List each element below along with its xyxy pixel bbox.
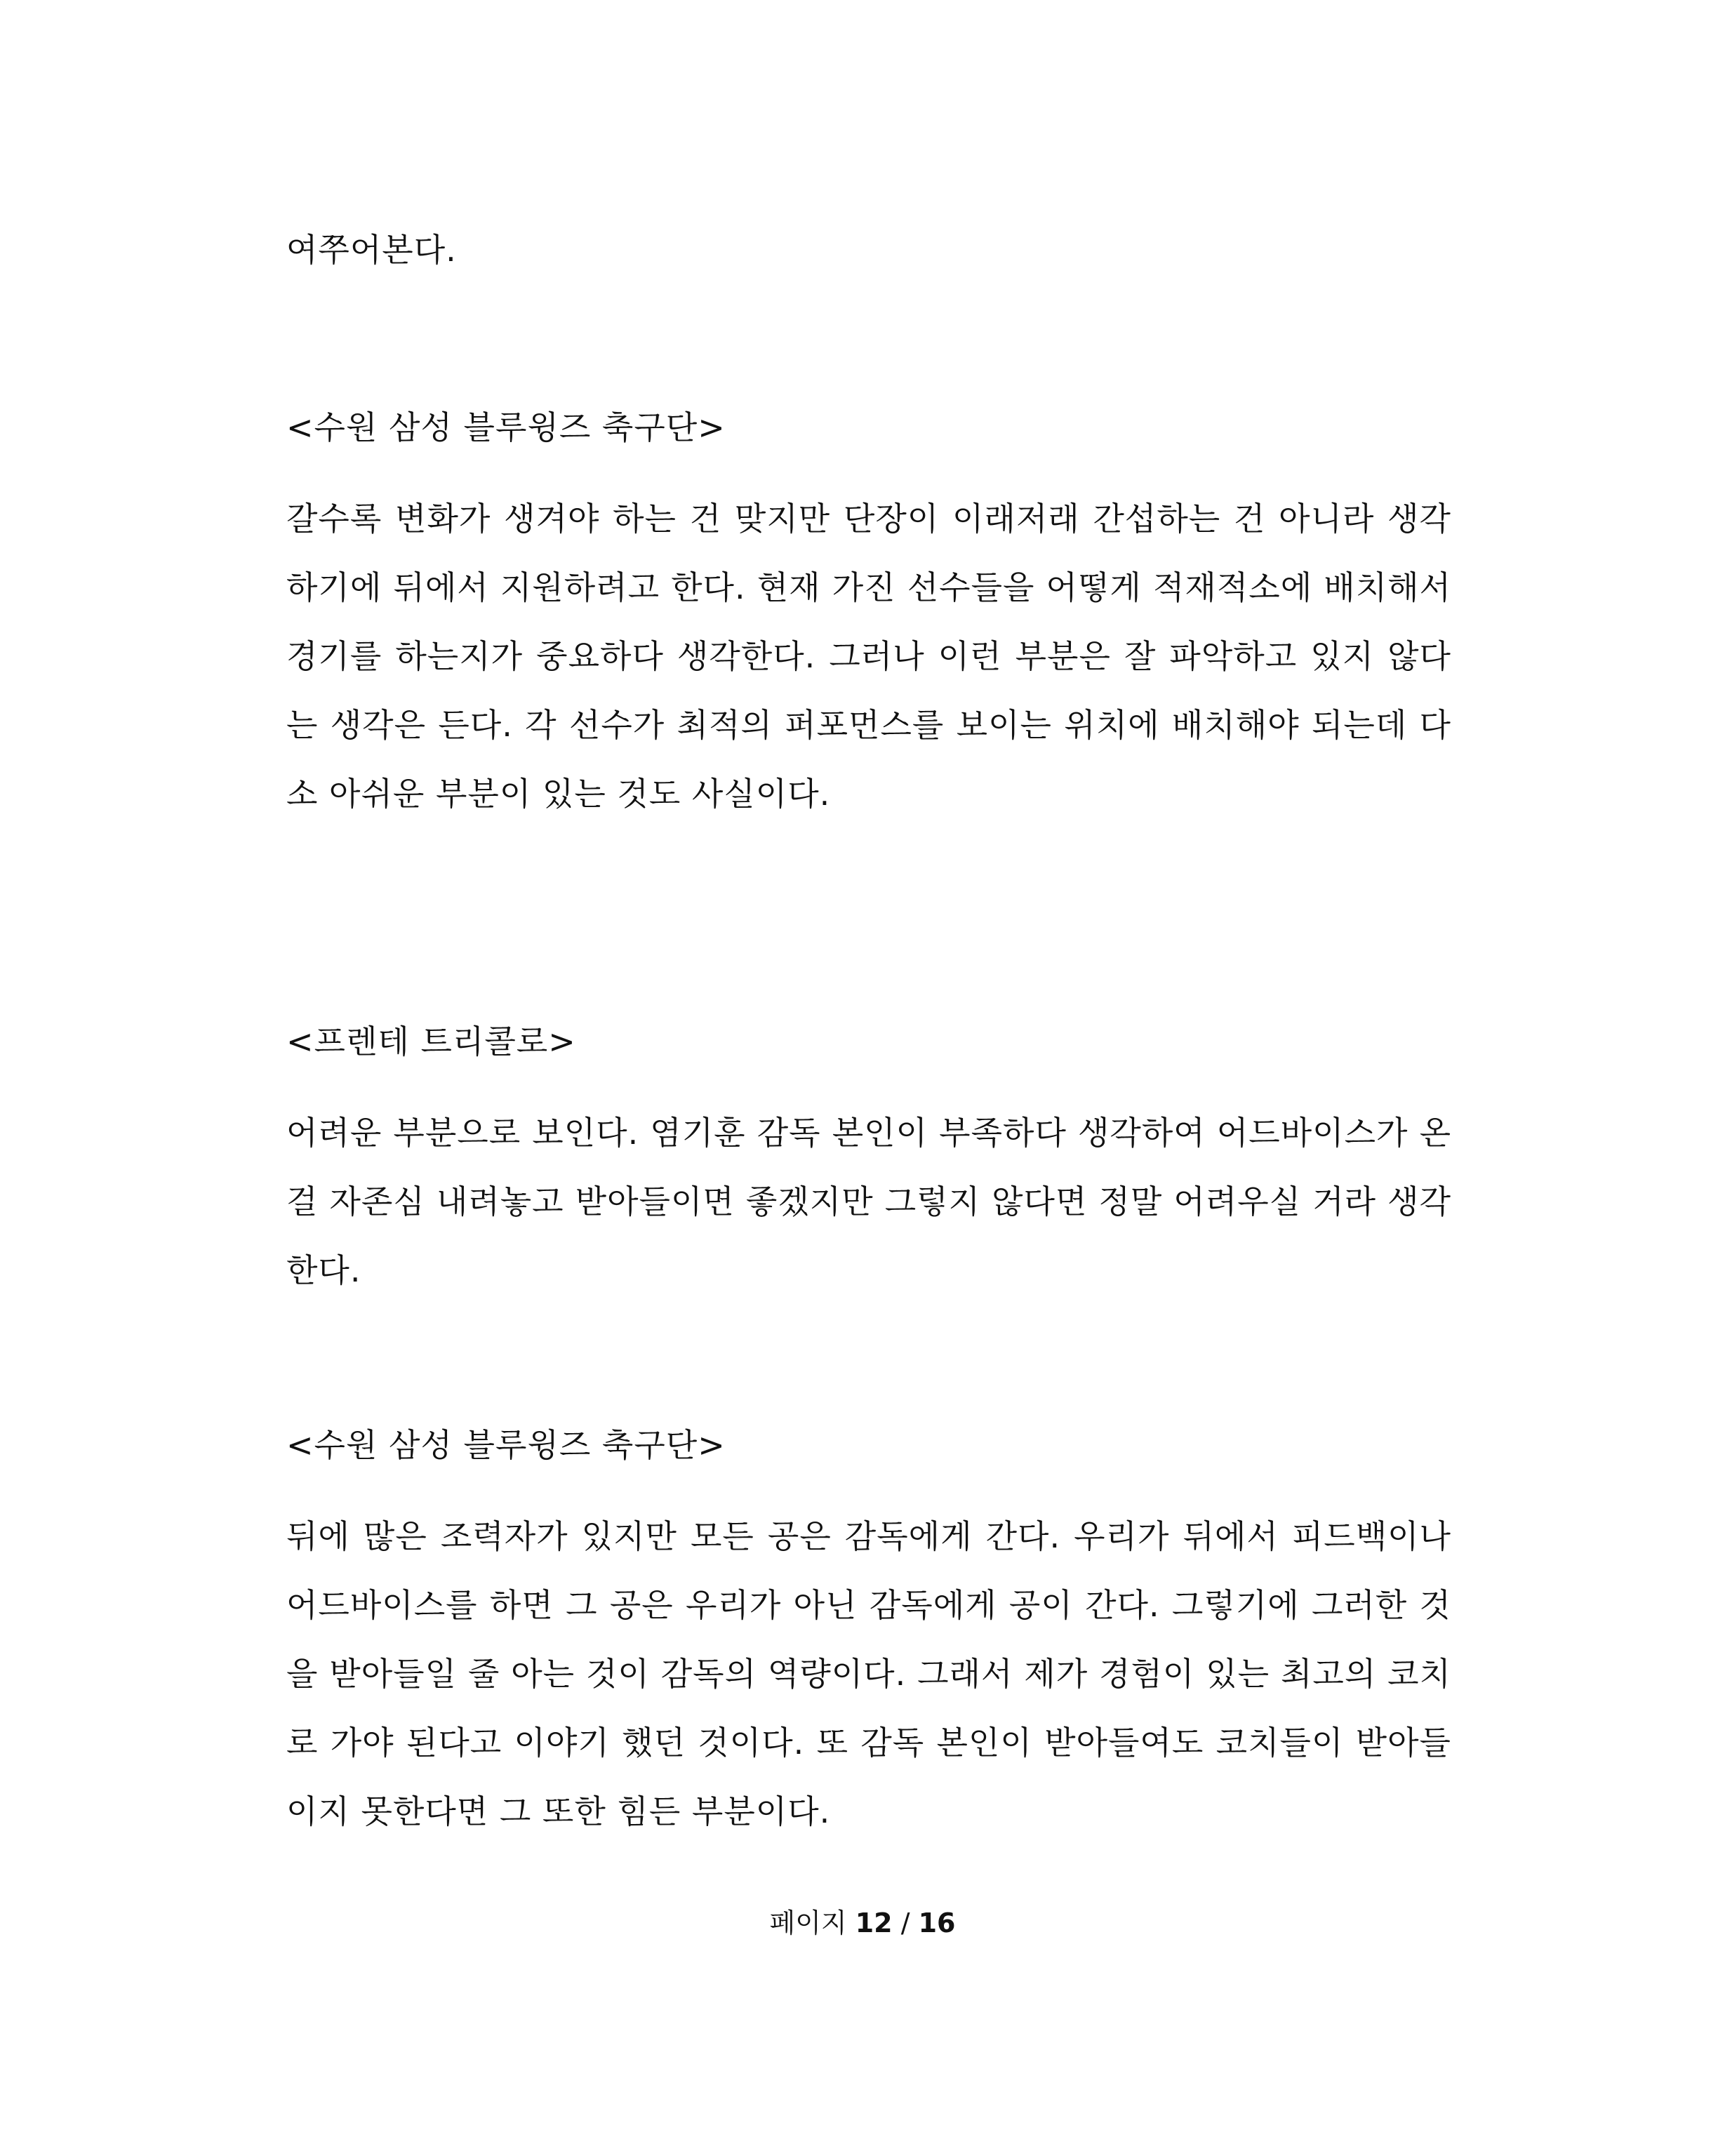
page-label: 페이지	[769, 1908, 847, 1938]
speaker-heading-1: <수원 삼성 블루윙즈 축구단>	[286, 408, 726, 446]
page-separator: /	[900, 1908, 910, 1938]
speaker-heading-3: <수원 삼성 블루윙즈 축구단>	[286, 1426, 726, 1464]
current-page: 12	[855, 1908, 893, 1938]
paragraph-1: 갈수록 변화가 생겨야 하는 건 맞지만 단장이 이래저래 간섭하는 건 아니라 생각하기에 뒤에서 지원하려고 한다. 현재 가진 선수들을 어떻게 적재적소에 배치해서 경기를 하는지가 중요하다 생각한다. 그러나 이런 부분은 잘 파악하고 있지 않다는 생각은 든다. 각 선수가 최적의 퍼포먼스를 보이는 위치에 배치해야 되는데 다소 아쉬운 부분이 있는 것도 사실이다.	[286, 500, 1451, 813]
page-number	[0, 1905, 1725, 1941]
paragraph-2: 어려운 부분으로 보인다. 염기훈 감독 본인이 부족하다 생각하여 어드바이스가 온걸 자존심 내려놓고 받아들이면 좋겠지만 그렇지 않다면 정말 어려우실 거라 생각한다.	[286, 1114, 1451, 1289]
total-pages: 16	[918, 1908, 956, 1938]
speaker-heading-2: <프렌테 트리콜로>	[286, 1023, 576, 1060]
paragraph-3: 뒤에 많은 조력자가 있지만 모든 공은 감독에게 간다. 우리가 뒤에서 피드백이나 어드바이스를 하면 그 공은 우리가 아닌 감독에게 공이 간다. 그렇기에 그러한 것을 받아들일 줄 아는 것이 감독의 역량이다. 그래서 제가 경험이 있는 최고의 코치로 가야 된다고 이야기 했던 것이다. 또 감독 본인이 받아들여도 코치들이 받아들이지 못한다면 그 또한 힘든 부분이다.	[286, 1517, 1451, 1830]
intro-line: 여쭈어본다.	[286, 231, 457, 269]
